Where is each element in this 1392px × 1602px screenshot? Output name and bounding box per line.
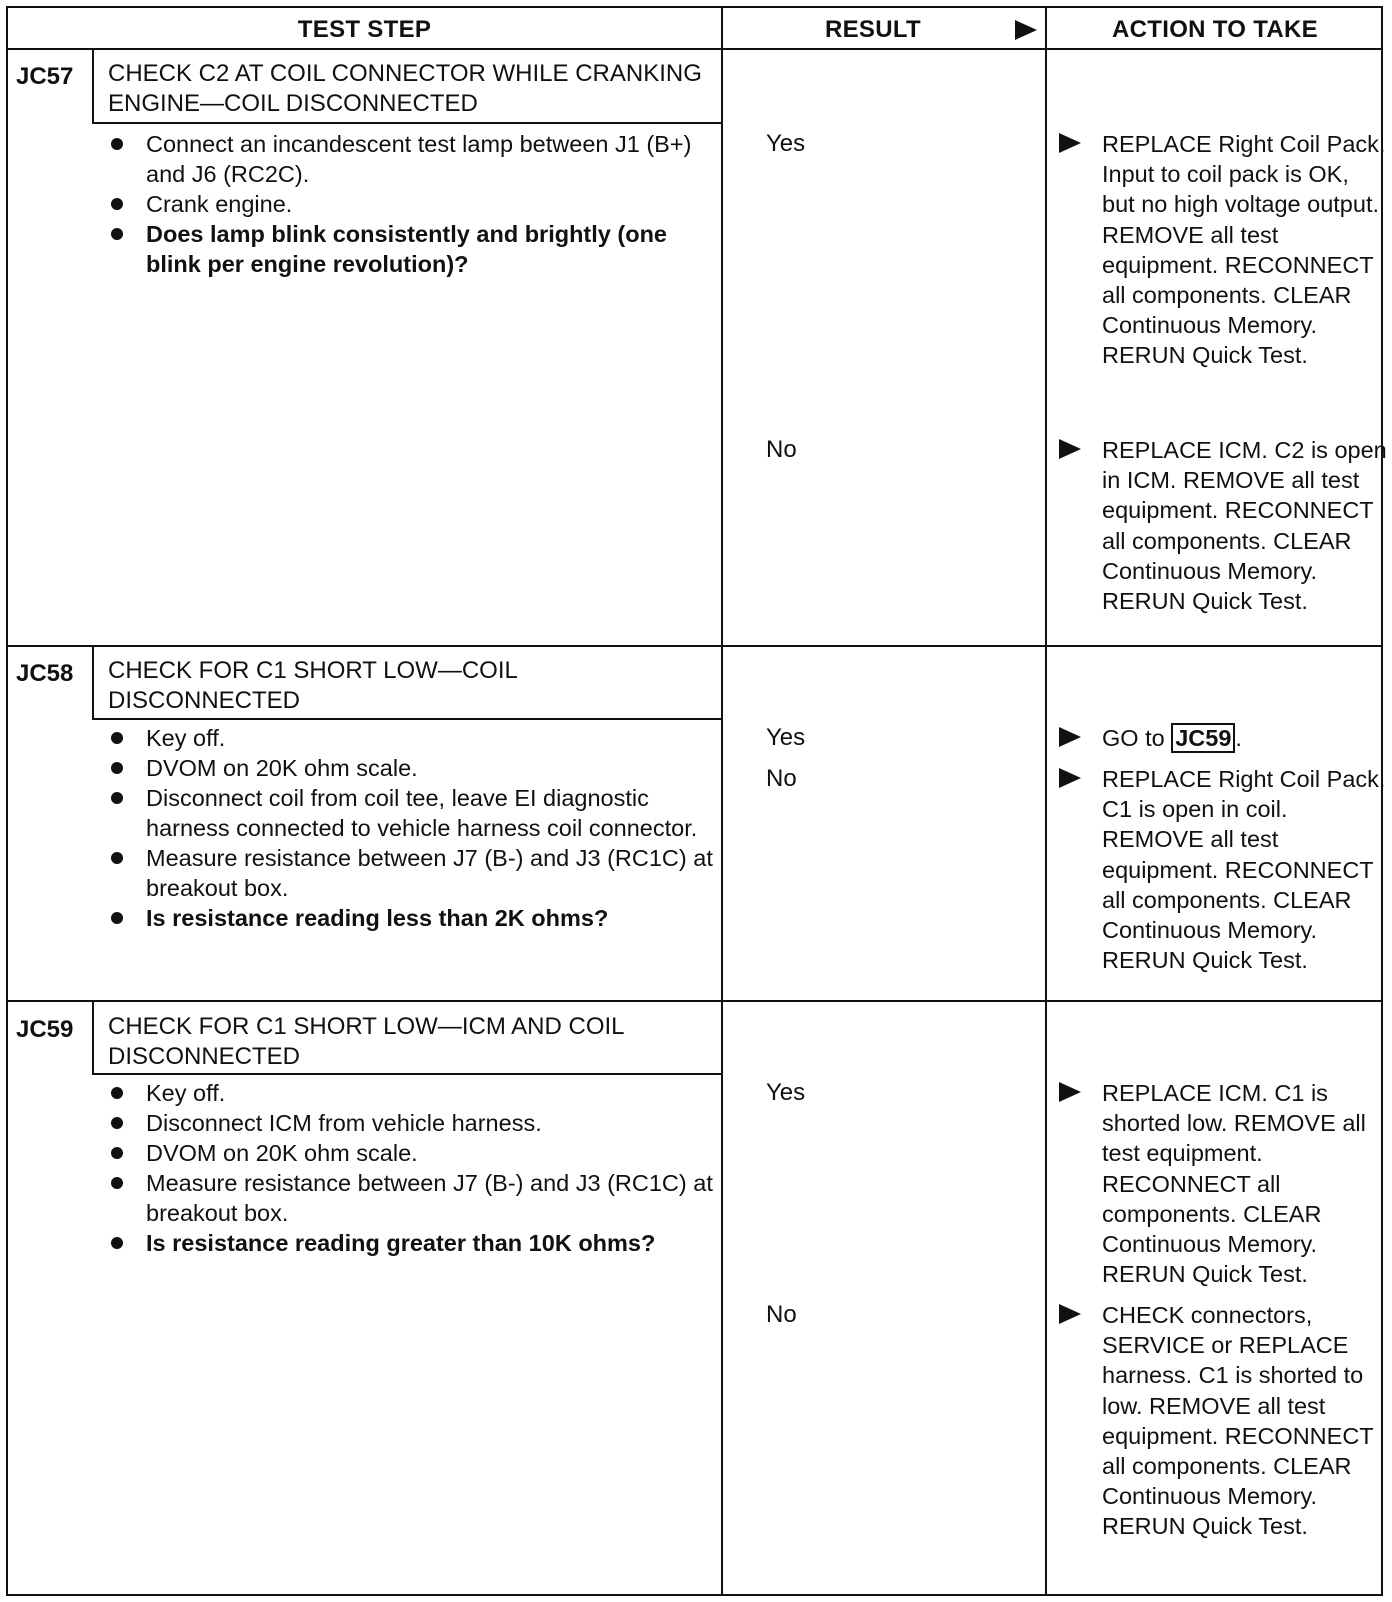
action-text: REPLACE ICM. C1 is shorted low. REMOVE all test equipment. RECONNECT all components. CLEAR Continuous Memory. RERUN Quick Test. [1102,1080,1366,1288]
result-yes: Yes [766,1079,806,1106]
instruction-item: Disconnect coil from coil tee, leave EI diagnostic harness connected to vehicle harness coil connector. [108,783,728,843]
arrow-icon [1059,727,1081,747]
instruction-item: DVOM on 20K ohm scale. [108,753,728,783]
result-no: No [766,436,797,463]
action-text [1102,723,1387,753]
title-rule [92,718,721,720]
step-title: CHECK FOR C1 SHORT LOW—ICM AND COIL DISCONNECTED [108,1013,624,1070]
header-action: ACTION TO TAKE [1112,16,1318,43]
result-yes: Yes [766,724,806,751]
header-arrow-icon [1015,20,1037,40]
instruction-item: Disconnect ICM from vehicle harness. [108,1108,728,1138]
step-reference-link[interactable]: JC59 [1171,723,1235,753]
title-rule [92,122,721,124]
instruction-item: Key off. [108,723,728,753]
arrow-icon [1059,133,1081,153]
step-id: JC57 [16,63,74,90]
action-text: REPLACE ICM. C2 is open in ICM. REMOVE all test equipment. RECONNECT all components. CLEAR Continuous Memory. RERUN Quick Test. [1102,437,1387,615]
instruction-item: Connect an incandescent test lamp between J1 (B+) and J6 (RC2C). [108,129,728,189]
arrow-icon [1059,1082,1081,1102]
header-test-step: TEST STEP [297,16,432,43]
instruction-item: Key off. [108,1078,728,1108]
instruction-question: Is resistance reading greater than 10K ohms? [108,1228,728,1258]
header-result: RESULT [824,16,922,43]
action-prefix: GO to [1102,725,1172,751]
step-instructions [108,723,728,933]
result-yes: Yes [766,130,806,157]
result-no: No [766,765,797,792]
result-no: No [766,1301,797,1328]
title-rule [92,1073,721,1075]
column-divider-action [1045,8,1047,1594]
instruction-question: Is resistance reading less than 2K ohms? [108,903,728,933]
instruction-question: Does lamp blink consistently and brightly (one blink per engine revolution)? [108,219,728,279]
step-instructions [108,1078,728,1258]
action-text: CHECK connectors, SERVICE or REPLACE harness. C1 is shorted to low. REMOVE all test equipment. RECONNECT all components. CLEAR Continuous Memory. RERUN Quick Test. [1102,1302,1374,1540]
instruction-item: DVOM on 20K ohm scale. [108,1138,728,1168]
instruction-item: Measure resistance between J7 (B-) and J3 (RC1C) at breakout box. [108,1168,728,1228]
step-title: CHECK C2 AT COIL CONNECTOR WHILE CRANKING ENGINE—COIL DISCONNECTED [108,60,702,117]
action-text: REPLACE Right Coil Pack. Input to coil pack is OK, but no high voltage output. REMOVE all test equipment. RECONNECT all components. CLEAR Continuous Memory. RERUN Quick Test. [1102,131,1386,369]
action-suffix: . [1235,725,1242,751]
step-instructions [108,129,728,279]
id-divider [92,647,94,720]
arrow-icon [1059,1304,1081,1324]
step-id: JC59 [16,1016,74,1043]
step-title: CHECK FOR C1 SHORT LOW—COIL DISCONNECTED [108,657,517,714]
action-text: REPLACE Right Coil Pack. C1 is open in coil. REMOVE all test equipment. RECONNECT all components. CLEAR Continuous Memory. RERUN Quick Test. [1102,766,1386,974]
id-divider [92,50,94,124]
arrow-icon [1059,439,1081,459]
instruction-item: Crank engine. [108,189,728,219]
id-divider [92,1002,94,1075]
section-rule [8,1000,1381,1002]
diagnostic-table [6,6,1387,1596]
step-id: JC58 [16,660,74,687]
arrow-icon [1059,768,1081,788]
instruction-item: Measure resistance between J7 (B-) and J3 (RC1C) at breakout box. [108,843,728,903]
section-rule [8,645,1381,647]
header-rule [8,48,1381,50]
